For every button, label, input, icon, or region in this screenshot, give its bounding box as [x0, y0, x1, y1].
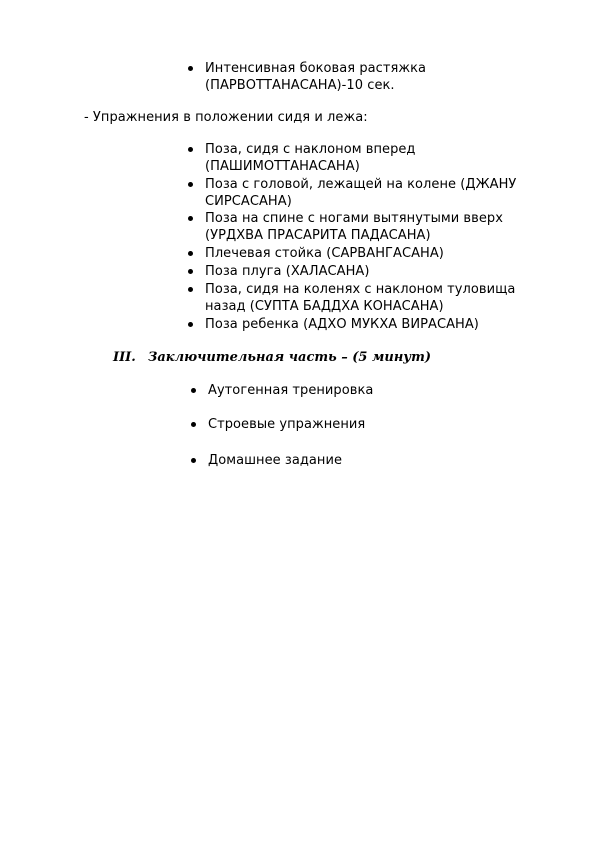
- list-item-line: Поза на спине с ногами вытянутыми вверх: [205, 211, 503, 226]
- list-item-line: (ПАРВОТТАНАСАНА)-10 сек.: [205, 78, 395, 93]
- bullet-icon: [188, 216, 193, 221]
- list-item-line: СИРСАСАНА): [205, 194, 292, 209]
- list-item-line: Плечевая стойка (САРВАНГАСАНА): [205, 246, 444, 261]
- list-item-line: Поза, сидя с наклоном вперед: [205, 142, 416, 157]
- list-item-line: Поза с головой, лежащей на колене (ДЖАНУ: [205, 177, 517, 192]
- bullet-icon: [188, 287, 193, 292]
- bullet-icon: [188, 269, 193, 274]
- list-item-line: Поза ребенка (АДХО МУКХА ВИРАСАНА): [205, 317, 479, 332]
- section-numeral: III.: [113, 350, 136, 365]
- list-item-line: назад (СУПТА БАДДХА КОНАСАНА): [205, 299, 444, 314]
- bullet-icon: [191, 422, 196, 427]
- section-title: Заключительная часть – (5 минут): [148, 350, 431, 365]
- list-item-line: Поза плуга (ХАЛАСАНА): [205, 264, 370, 279]
- list-item-line: Поза, сидя на коленях с наклоном туловища: [205, 282, 516, 297]
- list-item-line: Домашнее задание: [208, 453, 342, 468]
- bullet-icon: [188, 182, 193, 187]
- list-item-line: Строевые упражнения: [208, 417, 366, 432]
- list-item-line: (ПАШИМОТТАНАСАНА): [205, 159, 360, 174]
- bullet-icon: [188, 147, 193, 152]
- list-item-line: Интенсивная боковая растяжка: [205, 61, 427, 76]
- bullet-icon: [188, 251, 193, 256]
- section-intro-text: - Упражнения в положении сидя и лежа:: [84, 110, 368, 125]
- bullet-icon: [188, 322, 193, 327]
- bullet-icon: [191, 388, 196, 393]
- list-item-line: (УРДХВА ПРАСАРИТА ПАДАСАНА): [205, 228, 431, 243]
- bullet-icon: [191, 458, 196, 463]
- bullet-icon: [188, 66, 193, 71]
- list-item-line: Аутогенная тренировка: [208, 383, 374, 398]
